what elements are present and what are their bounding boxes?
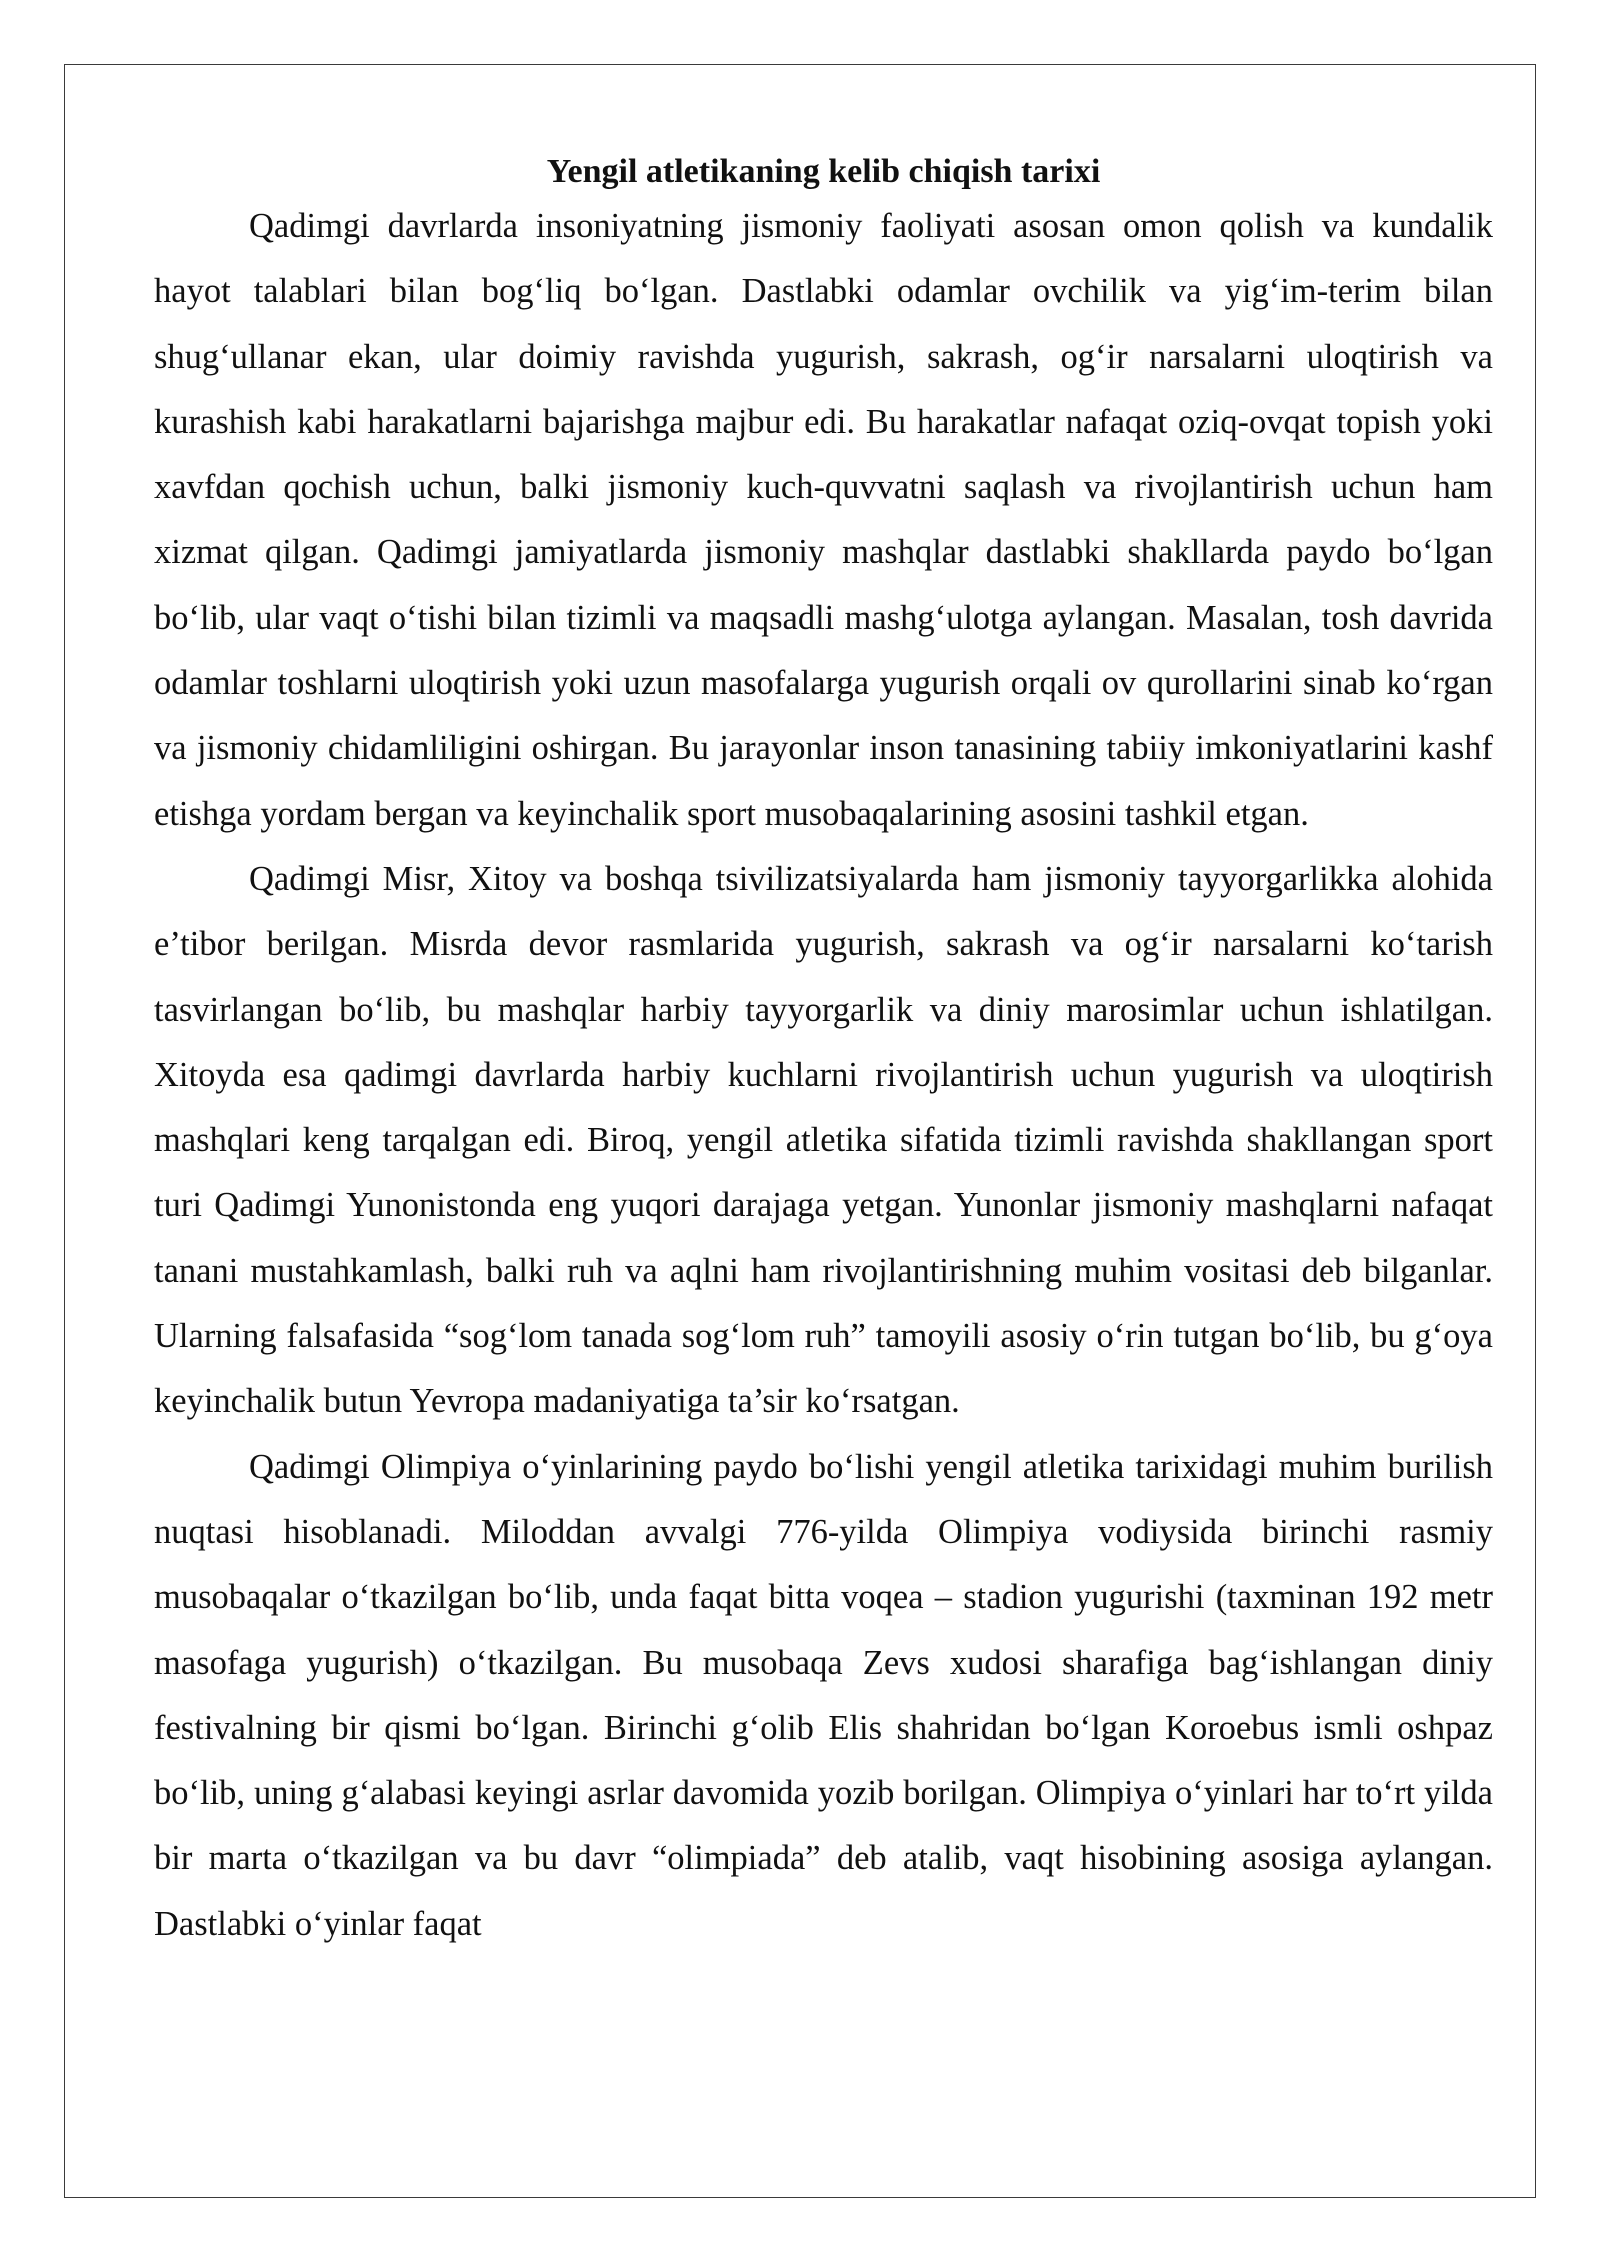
paragraph-2: Qadimgi Misr, Xitoy va boshqa tsivilizatsiyalarda ham jismoniy tayyorgarlikka alohida e’tibor berilgan. Misrda devor rasmlarida yugurish, sakrash va og‘ir narsalarni ko‘tarish tasvirlangan bo‘lib, bu mashqlar harbiy tayyorgarlik va diniy marosimlar uchun ishlatilgan. Xitoyda esa qadimgi davrlarda harbiy kuchlarni rivojlantirish uchun yugurish va uloqtirish mashqlari keng tarqalgan edi. Biroq, yengil atletika sifatida tizimli ravishda shakllangan sport turi Qadimgi Yunonistonda eng yuqori darajaga yetgan. Yunonlar jismoniy mashqlarni nafaqat tanani mustahkamlash, balki ruh va aqlni ham rivojlantirishning muhim vositasi deb bilganlar. Ularning falsafasida “sog‘lom tanada sog‘lom ruh” tamoyili asosiy o‘rin tutgan bo‘lib, bu g‘oya keyinchalik butun Yevropa madaniyatiga ta’sir ko‘rsatgan. xyxy=(154,859,1493,1421)
document-body xyxy=(154,150,1493,1957)
paragraph-1: Qadimgi davrlarda insoniyatning jismoniy faoliyati asosan omon qolish va kundalik hayot talablari bilan bog‘liq bo‘lgan. Dastlabki odamlar ovchilik va yig‘im-terim bilan shug‘ullanar ekan, ular doimiy ravishda yugurish, sakrash, og‘ir narsalarni uloqtirish va kurashish kabi harakatlarni bajarishga majbur edi. Bu harakatlar nafaqat oziq-ovqat topish yoki xavfdan qochish uchun, balki jismoniy kuch-quvvatni saqlash va rivojlantirish uchun ham xizmat qilgan. Qadimgi jamiyatlarda jismoniy mashqlar dastlabki shakllarda paydo bo‘lgan bo‘lib, ular vaqt o‘tishi bilan tizimli va maqsadli mashg‘ulotga aylangan. Masalan, tosh davrida odamlar toshlarni uloqtirish yoki uzun masofalarga yugurish orqali ov qurollarini sinab ko‘rgan va jismoniy chidamliligini oshirgan. Bu jarayonlar inson tanasining tabiiy imkoniyatlarini kashf etishga yordam bergan va keyinchalik sport musobaqalarining asosini tashkil etgan. xyxy=(154,207,1493,833)
paragraph-3: Qadimgi Olimpiya o‘yinlarining paydo bo‘lishi yengil atletika tarixidagi muhim burilish nuqtasi hisoblanadi. Miloddan avvalgi 776-yilda Olimpiya vodiysida birinchi rasmiy musobaqalar o‘tkazilgan bo‘lib, unda faqat bitta voqea – stadion yugurishi (taxminan 192 metr masofaga yugurish) o‘tkazilgan. Bu musobaqa Zevs xudosi sharafiga bag‘ishlangan diniy festivalning bir qismi bo‘lgan. Birinchi g‘olib Elis shahridan bo‘lgan Koroebus ismli oshpaz bo‘lib, uning g‘alabasi keyingi asrlar davomida yozib borilgan. Olimpiya o‘yinlari har to‘rt yilda bir marta o‘tkazilgan va bu davr “olimpiada” deb atalib, vaqt hisobining asosiga aylangan. Dastlabki o‘yinlar faqat xyxy=(154,1447,1493,1943)
document-title: Yengil atletikaning kelib chiqish tarixi xyxy=(546,153,1101,190)
